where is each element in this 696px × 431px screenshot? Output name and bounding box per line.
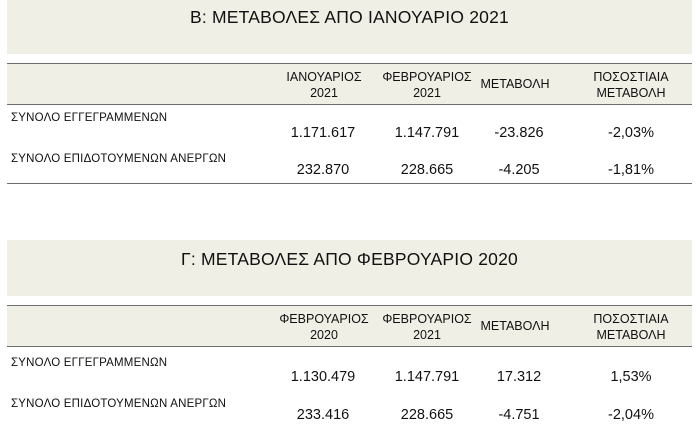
- row-value: -4.751: [498, 407, 540, 423]
- row-value: -2,04%: [608, 407, 654, 423]
- table-header: [7, 305, 692, 347]
- row-value: 228.665: [400, 162, 454, 178]
- section-b-table: [7, 63, 692, 185]
- table-row: [7, 148, 692, 184]
- row-value: 1,53%: [610, 369, 652, 385]
- table-header: [7, 63, 692, 105]
- header-cell: [465, 318, 565, 334]
- row-value: -23.826: [494, 125, 544, 141]
- header-line: ΜΕΤΑΒΟΛΗ: [596, 328, 666, 342]
- row-value: 233.416: [296, 407, 350, 423]
- header-line: ΜΕΤΑΒΟΛΗ: [596, 86, 666, 100]
- header-line: ΦΕΒΡΟΥΑΡΙΟΣ: [382, 70, 472, 84]
- row-value: 1.147.791: [394, 369, 460, 385]
- table-row: [7, 347, 692, 390]
- header-cell: [269, 69, 379, 101]
- header-line: ΜΕΤΑΒΟΛΗ: [480, 319, 550, 333]
- row-value: 1.130.479: [290, 369, 356, 385]
- row-value: -4.205: [498, 162, 540, 178]
- row-value: 228.665: [400, 407, 454, 423]
- header-line: ΠΟΣΟΣΤΙΑΙΑ: [593, 312, 669, 326]
- table-row: [7, 105, 692, 148]
- header-line: ΦΕΒΡΟΥΑΡΙΟΣ: [382, 312, 472, 326]
- header-line: 2021: [413, 328, 441, 342]
- row-value: 17.312: [496, 369, 542, 385]
- row-value: 1.171.617: [290, 125, 356, 141]
- header-cell: [576, 311, 686, 343]
- header-line: 2021: [310, 86, 338, 100]
- section-c-title: [7, 240, 692, 296]
- section-c-table: [7, 305, 692, 430]
- section-b-title: [7, 0, 692, 54]
- row-value: 1.147.791: [394, 125, 460, 141]
- header-line: 2020: [310, 328, 338, 342]
- row-label: ΣΥΝΟΛΟ ΕΠΙΔΟΤΟΥΜΕΝΩΝ ΑΝΕΡΓΩΝ: [11, 398, 227, 410]
- header-line: ΜΕΤΑΒΟΛΗ: [480, 77, 550, 91]
- row-value: -1,81%: [608, 162, 654, 178]
- section-b-title-text: Β: ΜΕΤΑΒΟΛΕΣ ΑΠΟ ΙΑΝΟΥΑΡΙΟ 2021: [190, 7, 509, 27]
- header-cell: [465, 76, 565, 92]
- table-row: [7, 393, 692, 429]
- header-cell: [576, 69, 686, 101]
- header-line: ΙΑΝΟΥΑΡΙΟΣ: [286, 70, 362, 84]
- row-value: -2,03%: [608, 125, 654, 141]
- section-c-title-text: Γ: ΜΕΤΑΒΟΛΕΣ ΑΠΟ ΦΕΒΡΟΥΑΡΙΟ 2020: [181, 249, 518, 269]
- row-label: ΣΥΝΟΛΟ ΕΠΙΔΟΤΟΥΜΕΝΩΝ ΑΝΕΡΓΩΝ: [11, 153, 227, 165]
- header-line: ΠΟΣΟΣΤΙΑΙΑ: [593, 70, 669, 84]
- row-value: 232.870: [296, 162, 350, 178]
- header-line: ΦΕΒΡΟΥΑΡΙΟΣ: [279, 312, 369, 326]
- row-label: ΣΥΝΟΛΟ ΕΓΓΕΓΡΑΜΜΕΝΩΝ: [11, 112, 168, 124]
- header-line: 2021: [413, 86, 441, 100]
- header-cell: [269, 311, 379, 343]
- row-label: ΣΥΝΟΛΟ ΕΓΓΕΓΡΑΜΜΕΝΩΝ: [11, 357, 168, 369]
